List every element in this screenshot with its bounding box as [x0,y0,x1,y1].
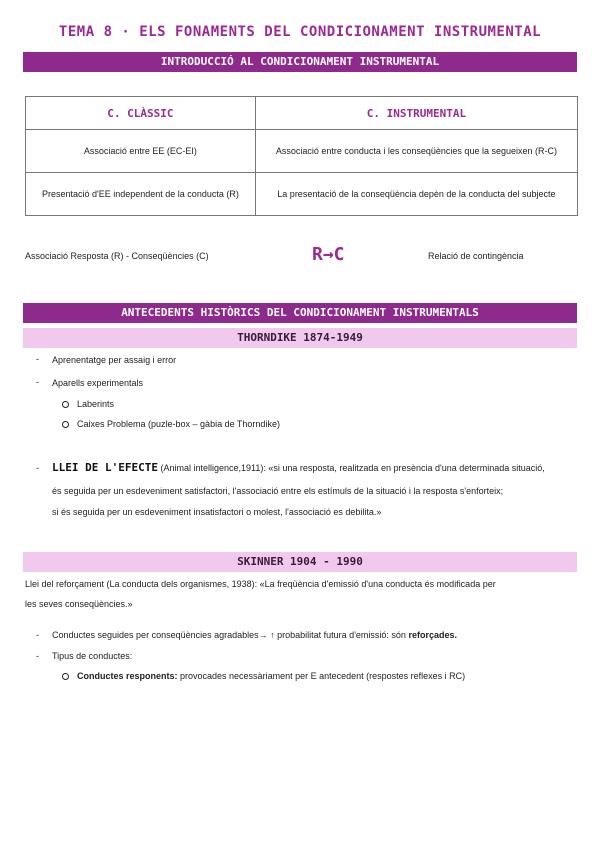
sub-bullet-item: Caixes Problema (puzle-box – gàbia de Thorndike) [62,416,280,432]
bullet-dash: - [36,630,39,640]
table-cell: La presentació de la conseqüència depèn de la conducta del subjecte [255,173,577,216]
table-cell: Presentació d'EE independent de la conducta (R) [26,173,256,216]
bullet-item: Aprenentatge per assaig i error [52,355,177,365]
circle-bullet-icon [62,401,69,408]
table-row [26,130,578,173]
section-bar-thorndike: THORNDIKE 1874-1949 [23,328,577,348]
bullet-dash: - [36,377,39,387]
bullet-dash: - [36,354,39,364]
circle-bullet-icon [62,673,69,680]
contingency-text: Relació de contingència [428,251,524,261]
section-bar-intro: INTRODUCCIÓ AL CONDICIONAMENT INSTRUMENTAL [23,52,577,72]
section-bar-antecedents: ANTECEDENTS HISTÒRICS DEL CONDICIONAMENT INSTRUMENTALS [23,303,577,323]
table-row [26,173,578,216]
table-cell: Associació entre conducta i les conseqüències que la segueixen (R-C) [255,130,577,173]
table-header-row [26,97,578,130]
bullet-item: Tipus de conductes: [52,651,133,661]
rc-association-text: Associació Resposta (R) - Conseqüències (C) [25,251,209,261]
llei-efecte-line: si és seguida per un esdeveniment insatisfactori o molest, l'associació es debilita.» [52,507,382,517]
sub-bullet-item: Conductes responents: provocades necessàriament per E antecedent (respostes reflexes i RC) [62,668,465,684]
circle-bullet-icon [62,421,69,428]
bullet-dash: - [36,463,39,473]
sub-bullet-item: Laberints [62,396,114,412]
skinner-law-line: Llei del reforçament (La conducta dels organismes, 1938): «La freqüència d'emissió d'una conducta és modificada per [25,579,496,589]
page-title: TEMA 8 · ELS FONAMENTS DEL CONDICIONAMENT INSTRUMENTAL [58,24,542,40]
bullet-dash: - [36,651,39,661]
skinner-law-line: les seves conseqüències.» [25,599,133,609]
comparison-table [25,96,578,216]
bullet-item: Conductes seguides per conseqüències agradables→ ↑ probabilitat futura d'emissió: són reforçades. [52,630,457,640]
llei-efecte-line: LLEI DE L'EFECTE (Animal intelligence,1911): «si una resposta, realitzada en presència d'una determinada situació, [52,461,545,474]
table-header-instrumental: C. INSTRUMENTAL [255,97,577,130]
table-header-classic: C. CLÀSSIC [26,97,256,130]
rc-symbol: R→C [312,244,345,265]
llei-efecte-line: és seguida per un esdeveniment satisfactori, l'associació entre els estímuls de la situació i la resposta s'enforteix; [52,486,504,496]
section-bar-skinner: SKINNER 1904 - 1990 [23,552,577,572]
llei-efecte-label: LLEI DE L'EFECTE [52,461,158,474]
bullet-item: Aparells experimentals [52,378,144,388]
table-cell: Associació entre EE (EC-EI) [26,130,256,173]
